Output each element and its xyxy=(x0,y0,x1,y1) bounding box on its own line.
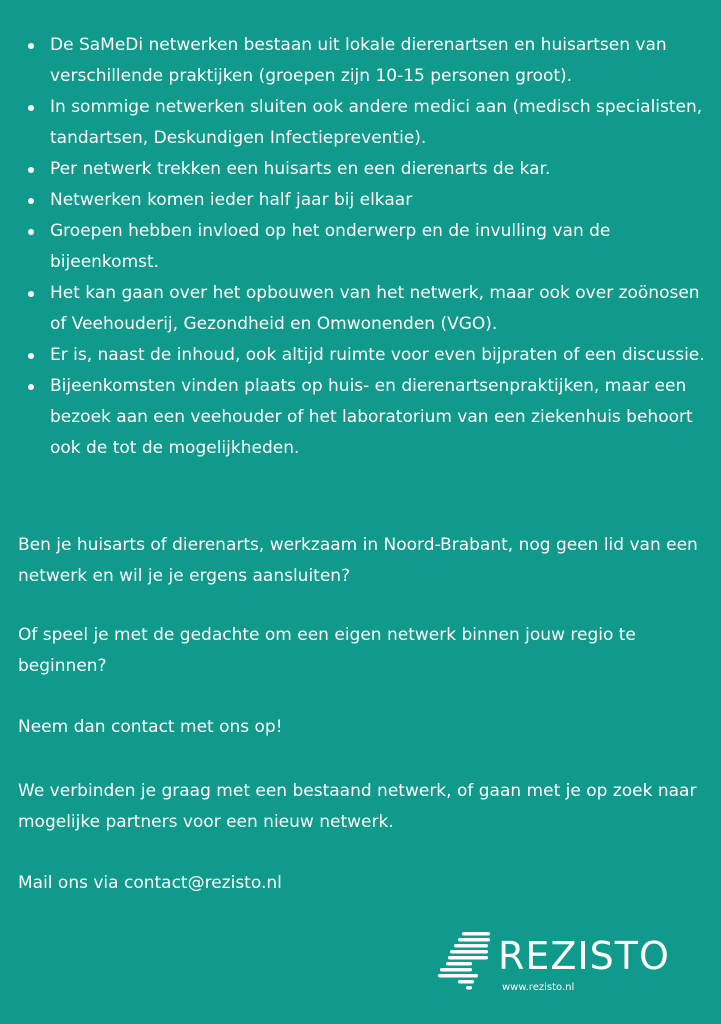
bullet-dot-icon xyxy=(28,167,34,173)
bullet-item xyxy=(20,154,706,185)
bullet-item xyxy=(20,92,706,154)
bullet-item xyxy=(20,371,706,464)
connect-paragraph: We verbinden je graag met een bestaand netwerk, of gaan met je op zoek naar mogelijke partners voor een nieuw netwerk. xyxy=(18,781,697,832)
bullet-dot-icon xyxy=(28,229,34,235)
bullet-item xyxy=(20,30,706,92)
bullet-dot-icon xyxy=(28,105,34,111)
info-bullet-list xyxy=(20,30,706,464)
bullet-item xyxy=(20,185,706,216)
bullet-text: De SaMeDi netwerken bestaan uit lokale dierenartsen en huisartsen van verschillende praktijken (groepen zijn 10-15 personen groot). xyxy=(50,35,667,86)
rezisto-logo xyxy=(436,928,686,998)
bullet-text: In sommige netwerken sluiten ook andere medici aan (medisch specialisten, tandartsen, Deskundigen Infectiepreventie). xyxy=(50,97,703,148)
bullet-item xyxy=(20,340,706,371)
bullet-text: Bijeenkomsten vinden plaats op huis- en dierenartsenpraktijken, maar een bezoek aan een veehouder of het laboratorium van een ziekenhuis behoort ook de tot de mogelijkheden. xyxy=(50,376,693,458)
logo-wordmark: REZISTO xyxy=(498,934,670,978)
bullet-item xyxy=(20,216,706,278)
bullet-dot-icon xyxy=(28,43,34,49)
netherlands-map-icon xyxy=(436,928,496,990)
bullet-text: Per netwerk trekken een huisarts en een dierenarts de kar. xyxy=(50,159,551,179)
bullet-dot-icon xyxy=(28,384,34,390)
bullet-text: Netwerken komen ieder half jaar bij elkaar xyxy=(50,190,413,210)
bullet-text: Groepen hebben invloed op het onderwerp en de invulling van de bijeenkomst. xyxy=(50,221,611,272)
bullet-text: Er is, naast de inhoud, ook altijd ruimte voor even bijpraten of een discussie. xyxy=(50,345,705,365)
bullet-text: Het kan gaan over het opbouwen van het netwerk, maar ook over zoönosen of Veehouderij, Gezondheid en Omwonenden (VGO). xyxy=(50,283,700,334)
bullet-dot-icon xyxy=(28,353,34,359)
bullet-item xyxy=(20,278,706,340)
bullet-dot-icon xyxy=(28,291,34,297)
bullet-dot-icon xyxy=(28,198,34,204)
own-network-paragraph: Of speel je met de gedachte om een eigen netwerk binnen jouw regio te beginnen? xyxy=(18,625,636,676)
mail-paragraph: Mail ons via contact@rezisto.nl xyxy=(18,873,282,893)
logo-url: www.rezisto.nl xyxy=(502,982,575,993)
intro-paragraph: Ben je huisarts of dierenarts, werkzaam in Noord-Brabant, nog geen lid van een netwerk en wil je je ergens aansluiten? xyxy=(18,535,698,586)
contact-call-paragraph: Neem dan contact met ons op! xyxy=(18,717,283,737)
